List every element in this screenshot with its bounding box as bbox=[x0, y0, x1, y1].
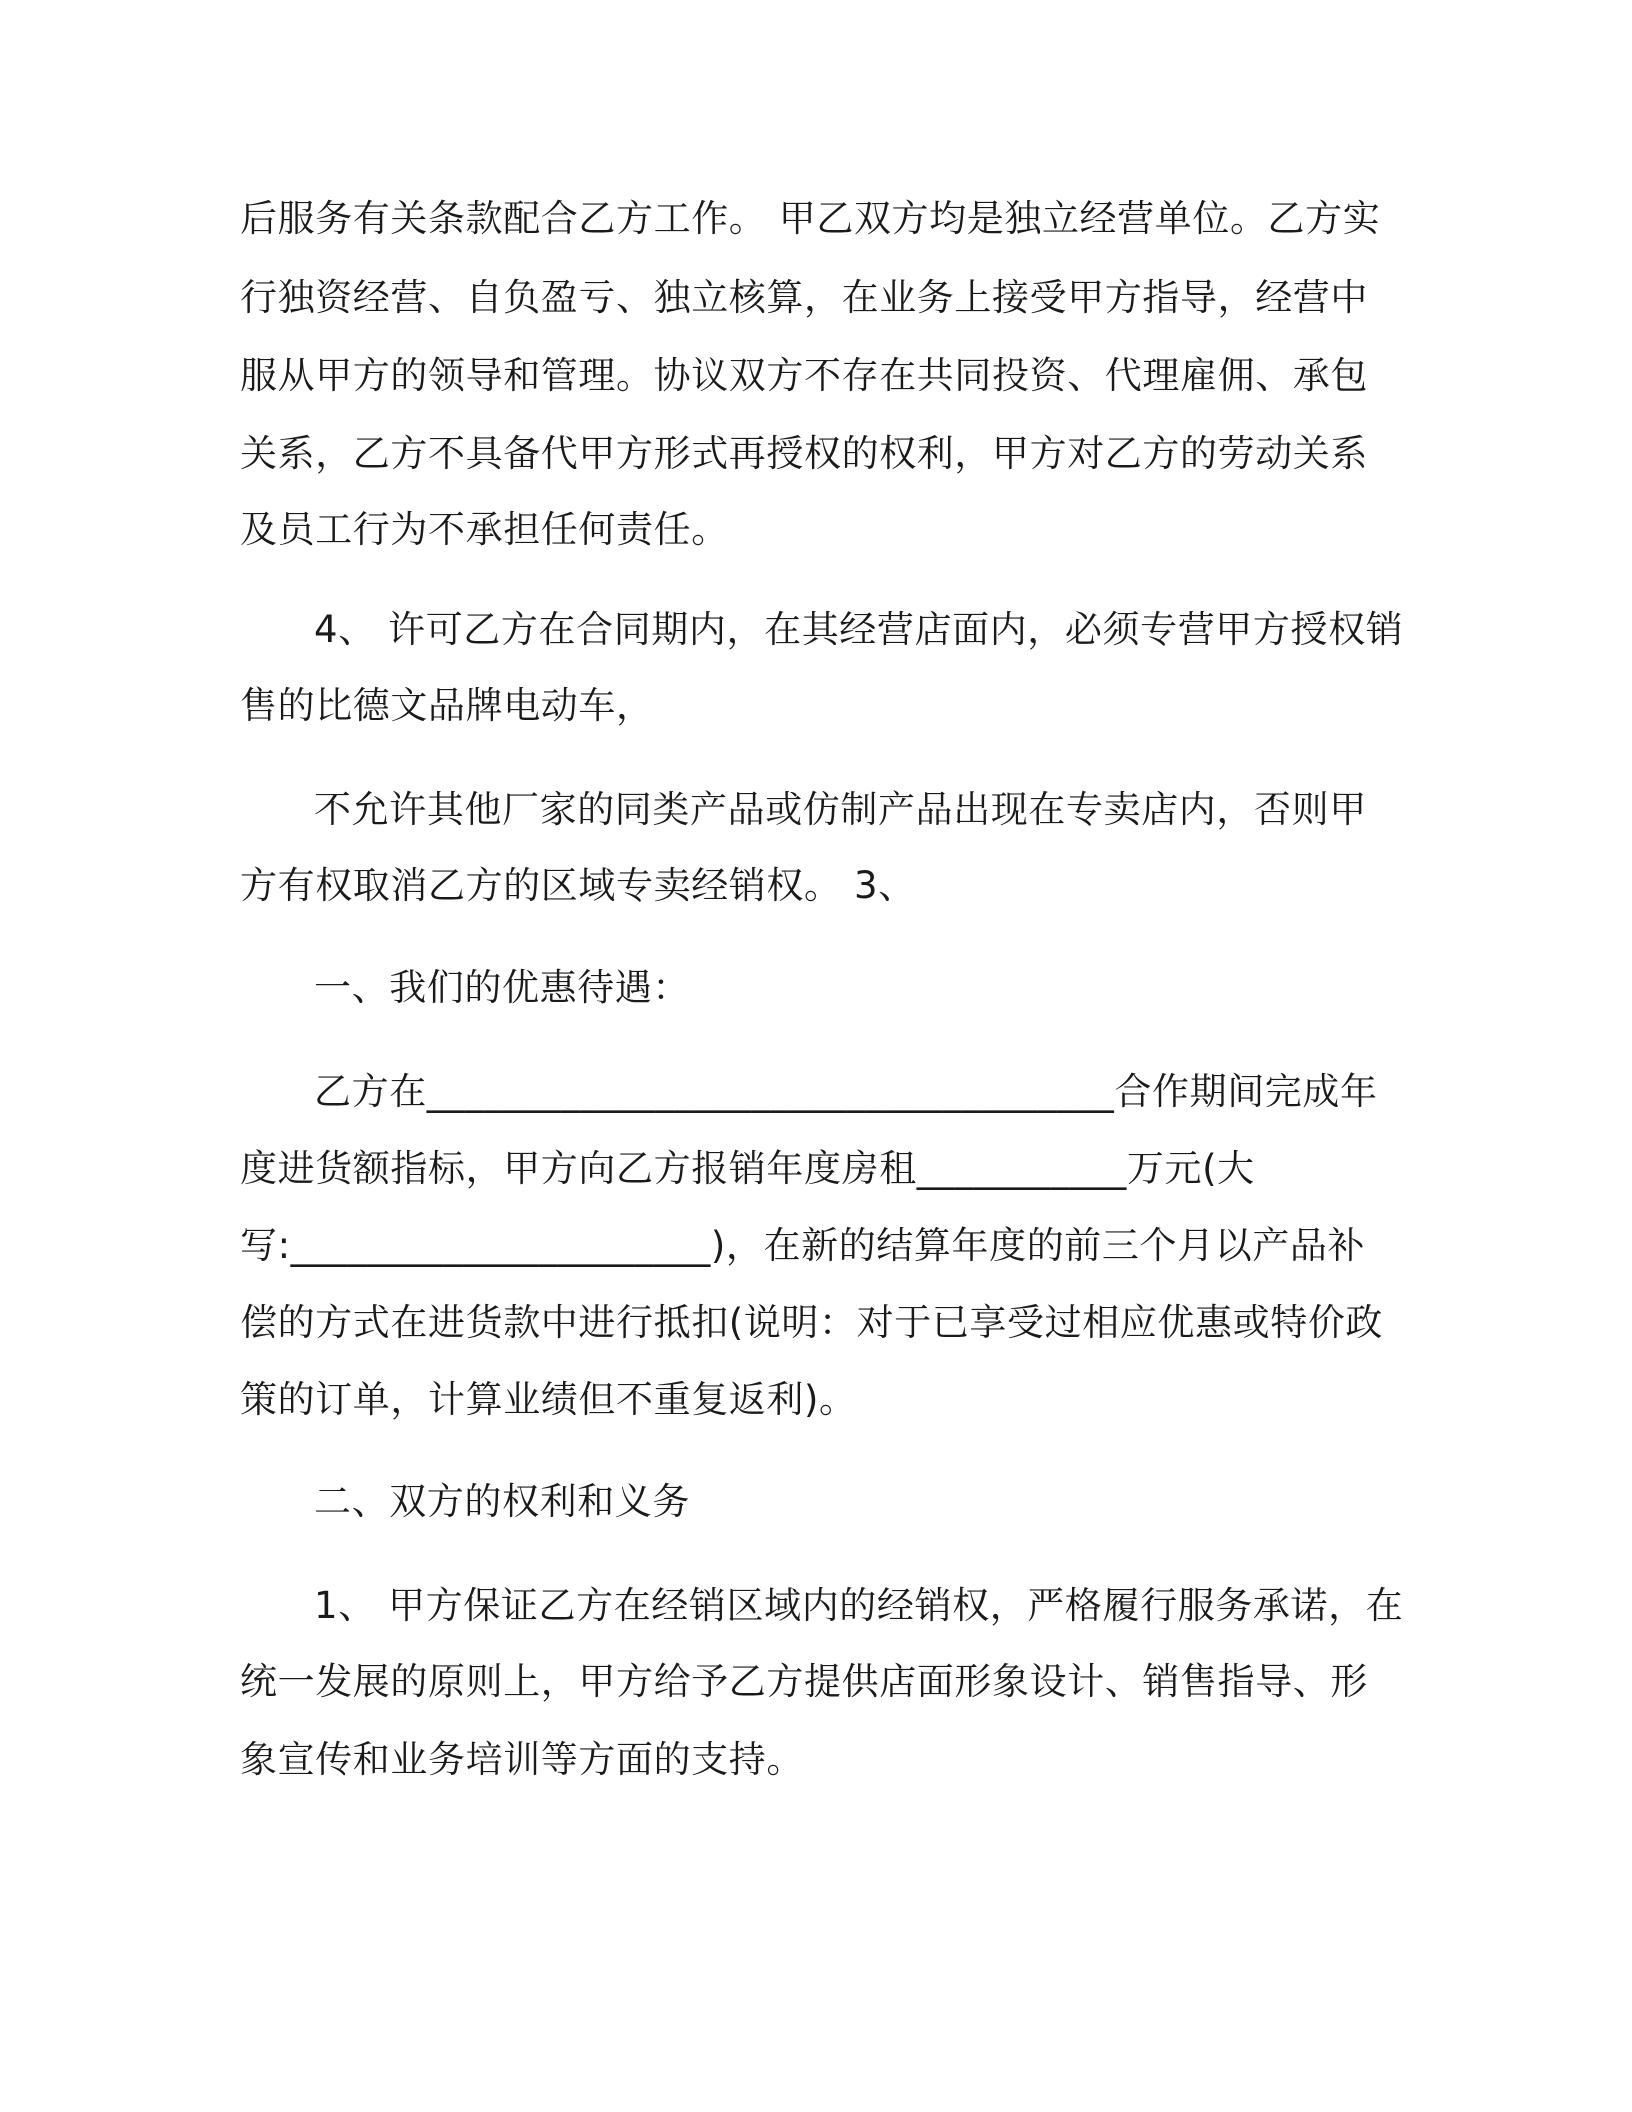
paragraph-line: 象宣传和业务培训等方面的支持。 bbox=[240, 1738, 804, 1781]
paragraph-line: 售的比德文品牌电动车， bbox=[240, 684, 654, 727]
paragraph-line: 行独资经营、自负盈亏、独立核算，在业务上接受甲方指导，经营中 bbox=[240, 276, 1368, 319]
paragraph-line: 服从甲方的领导和管理。协议双方不存在共同投资、代理雇佣、承包 bbox=[240, 354, 1368, 397]
paragraph-line: 不允许其他厂家的同类产品或仿制产品出现在专卖店内，否则甲 bbox=[314, 788, 1367, 831]
paragraph-line: 统一发展的原则上，甲方给予乙方提供店面形象设计、销售指导、形 bbox=[240, 1660, 1368, 1703]
paragraph-line: 写:______________________)，在新的结算年度的前三个月以产品补 bbox=[240, 1224, 1366, 1267]
paragraph-line: 偿的方式在进货款中进行抵扣(说明：对于已享受过相应优惠或特价政 bbox=[240, 1301, 1384, 1344]
paragraph-line: 4、 许可乙方在合同期内，在其经营店面内，必须专营甲方授权销 bbox=[314, 608, 1404, 651]
paragraph-line: 方有权取消乙方的区域专卖经销权。 3、 bbox=[240, 864, 916, 907]
paragraph-line: 及员工行为不承担任何责任。 bbox=[240, 508, 729, 551]
paragraph-line: 度进货额指标，甲方向乙方报销年度房租___________万元(大 bbox=[240, 1147, 1255, 1190]
paragraph-line: 乙方在____________________________________合作期间完成年 bbox=[314, 1070, 1378, 1113]
paragraph-line: 关系，乙方不具备代甲方形式再授权的权利，甲方对乙方的劳动关系 bbox=[240, 432, 1368, 475]
paragraph-line: 1、 甲方保证乙方在经销区域内的经销权，严格履行服务承诺，在 bbox=[314, 1584, 1404, 1627]
paragraph-line: 策的订单，计算业绩但不重复返利)。 bbox=[240, 1378, 857, 1421]
section-heading: 二、双方的权利和义务 bbox=[314, 1480, 690, 1523]
section-heading: 一、我们的优惠待遇： bbox=[314, 966, 690, 1009]
paragraph-line: 后服务有关条款配合乙方工作。 甲乙双方均是独立经营单位。乙方实 bbox=[240, 197, 1381, 240]
